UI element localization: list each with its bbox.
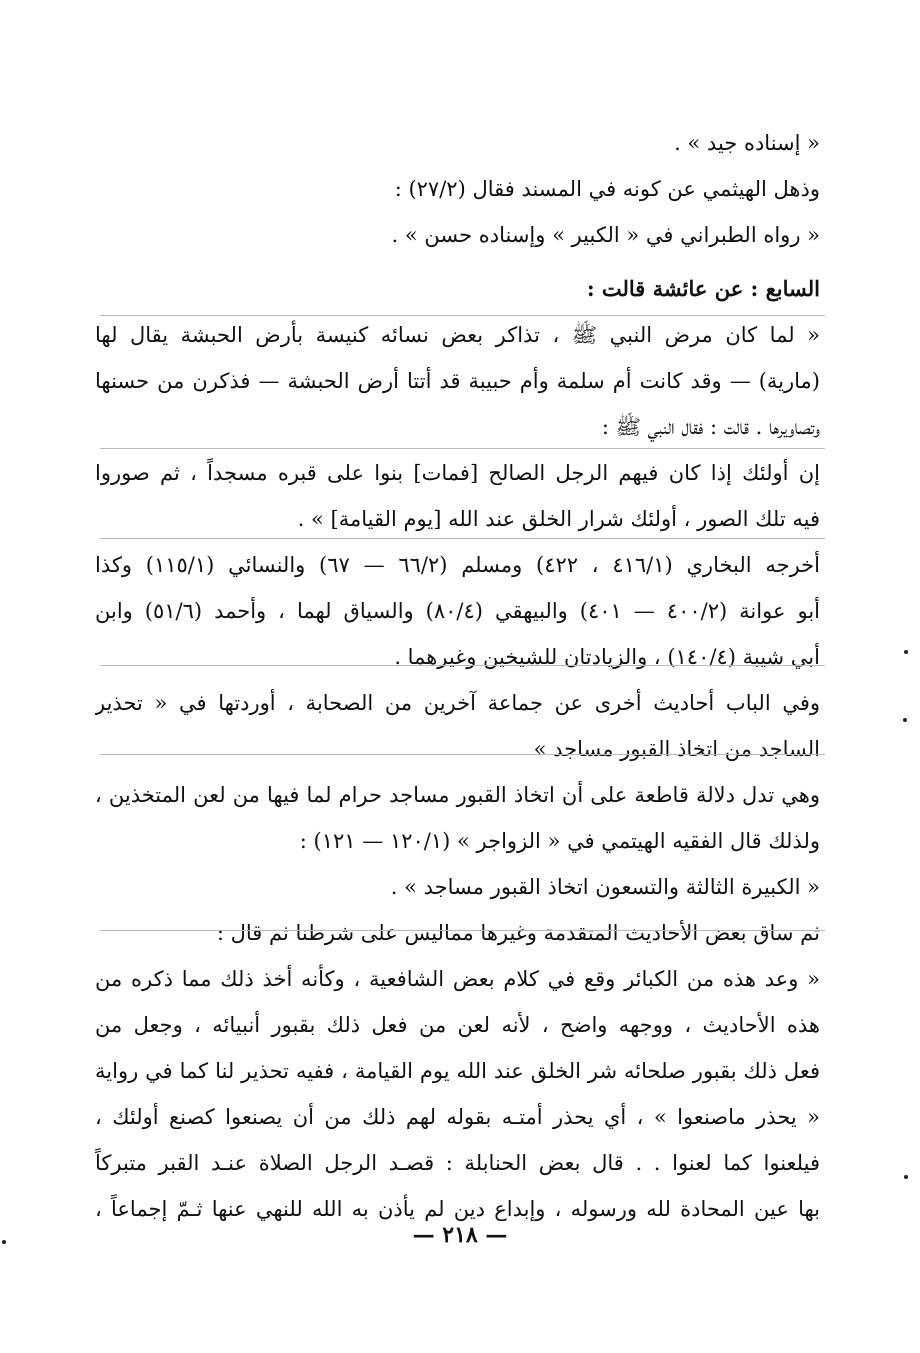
text-line: ثم ساق بعض الأحاديث المتقدمة وغيرها مماليس على شرطنا ثم قال :: [216, 921, 820, 945]
divider: [100, 665, 825, 666]
text-line: « الكبيرة الثالثة والتسعون اتخاذ القبور مساجد » .: [390, 875, 820, 899]
text-line: وهي تدل دلالة قاطعة على أن اتخاذ القبور مساجد حرام لما فيها من لعن المتخذين ،: [95, 783, 820, 807]
text-line: وفي الباب أحاديث أخرى عن جماعة آخرين من الصحابة ، أوردتها في « تحذير: [95, 691, 820, 715]
text-line: إن أولئك إذا كان فيهم الرجل الصالح [فمات] بنوا على قبره مسجداً ، ثم صوروا: [95, 461, 820, 485]
text-line: أبي شيبة (١٤٠/٤) ، والزيادتان للشيخين وغيرهما .: [394, 645, 820, 669]
divider: [100, 754, 825, 755]
text-line: « وعد هذه من الكبائر وقع في كلام بعض الشافعية ، وكأنه أخذ ذلك مما ذكره من: [95, 967, 820, 991]
scan-speck: [904, 650, 908, 654]
text-line: وتصاويرها . قالت : فقال النبي ﷺ :: [601, 415, 820, 439]
scan-speck: [903, 718, 907, 722]
text-line: الساجد من اتخاذ القبور مساجد »: [533, 737, 820, 761]
divider: [100, 930, 825, 931]
scan-speck: [904, 1175, 908, 1179]
text-line: فيلعنوا كما لعنوا . . قال بعض الحنابلة : قصـد الرجل الصلاة عنـد القبر متبركاً: [95, 1151, 820, 1175]
text-line: ولذلك قال الفقيه الهيتمي في « الزواجر » (١٢٠/١ — ١٢١) :: [299, 829, 820, 853]
text-line: « رواه الطبراني في « الكبير » وإسناده حسن » .: [391, 223, 820, 247]
scan-speck: [2, 1240, 6, 1244]
divider: [100, 448, 825, 449]
section-heading-line: [95, 266, 820, 312]
text-line: فيه تلك الصور ، أولئك شرار الخلق عند الله [يوم القيامة] » .: [297, 507, 820, 531]
divider: [100, 315, 825, 316]
text-line: أخرجه البخاري (٤١٦/١ ، ٤٢٢) ومسلم (٦٦/٢ — ٦٧) والنسائي (١١٥/١) وكذا: [95, 553, 820, 577]
text-line: بها عين المحادة لله ورسوله ، وإبداع دين لم يأذن به الله للنهي عنها ثـمّ إجماعاً ،: [95, 1197, 820, 1221]
page-number: — ٢١٨ —: [412, 1222, 508, 1248]
text-line: (مارية) — وقد كانت أم سلمة وأم حبيبة قد أتتا أرض الحبشة — فذكرن من حسنها: [95, 369, 820, 393]
text-line: « لما كان مرض النبي ﷺ ، تذاكر بعض نسائه كنيسة بأرض الحبشة يقال لها: [95, 323, 820, 347]
text-line: وذهل الهيثمي عن كونه في المسند فقال (٢٧/٢) :: [394, 177, 820, 201]
page-text: [95, 120, 820, 1232]
text-line: فعل ذلك بقبور صلحائه شر الخلق عند الله يوم القيامة ، ففيه تحذير لنا كما في رواية: [95, 1059, 820, 1083]
divider: [100, 538, 825, 539]
text-line: « إسناده جيد » .: [674, 131, 820, 155]
text-line: أبو عوانة (٤٠٠/٢ — ٤٠١) والبيهقي (٨٠/٤) والسياق لهما ، وأحمد (٥١/٦) وابن: [95, 599, 820, 623]
text-line: هذه الأحاديث ، ووجهه واضح ، لأنه لعن من فعل ذلك بقبور أنبيائه ، وجعل من: [95, 1013, 820, 1037]
text-line: « يحذر ماصنعوا » ، أي يحذر أمتـه بقوله لهم ذلك من أن يصنعوا كصنع أولئك ،: [95, 1105, 820, 1129]
section-heading: السابع : عن عائشة قالت :: [586, 276, 820, 301]
